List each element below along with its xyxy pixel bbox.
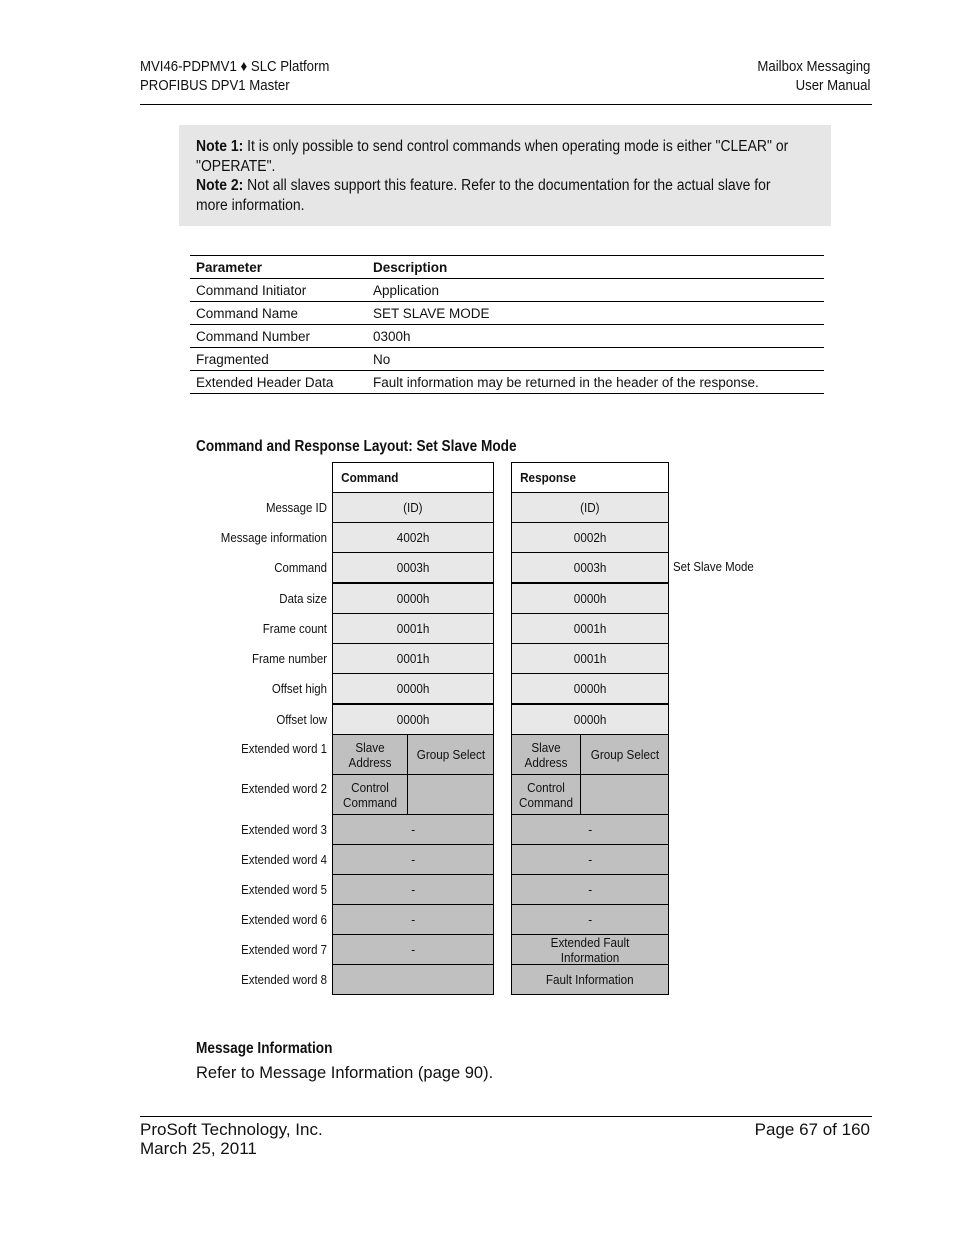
layout-title: Command and Response Layout: Set Slave Mode (196, 438, 517, 455)
response-header (511, 462, 669, 493)
response-value-text: 0003h (573, 560, 607, 575)
response-value (511, 673, 669, 704)
row-label: Offset high (271, 681, 327, 696)
table-header-parameter: Parameter (190, 256, 367, 279)
row-label: Extended word 6 (241, 912, 327, 927)
header-rule (140, 104, 872, 105)
response-value-text: (ID) (580, 500, 600, 515)
response-ext-value-text: - (588, 822, 592, 837)
command-ext-value-text: - (411, 942, 415, 957)
command-value (332, 492, 494, 523)
response-ext-value-text: - (588, 882, 592, 897)
response-ext-value-text: - (588, 912, 592, 927)
response-value (511, 704, 669, 735)
command-ext1-left-text: Slave Address (348, 739, 392, 770)
table-row (190, 348, 824, 371)
table-header-row (190, 256, 824, 279)
command-ext1-right-text: Group Select (416, 747, 485, 762)
command-value-text: 0001h (396, 651, 430, 666)
table-cell: SET SLAVE MODE (367, 302, 824, 325)
message-info-title: Message Information (196, 1040, 333, 1057)
row-label: Offset low (276, 712, 327, 727)
table-cell: Command Initiator (190, 279, 367, 302)
row-label: Command (274, 560, 327, 575)
side-note-set-slave-mode: Set Slave Mode (673, 559, 754, 574)
response-ext-value (511, 844, 669, 875)
note2-label: Note 2: (196, 177, 244, 194)
response-value-text: 0000h (573, 681, 607, 696)
footer-rule (140, 1116, 872, 1117)
command-ext2-left (332, 774, 408, 815)
response-value-text: 0002h (573, 530, 607, 545)
table-cell: Fragmented (190, 348, 367, 371)
response-ext1-right (580, 734, 669, 775)
command-ext2-right (407, 774, 494, 815)
footer-date: March 25, 2011 (140, 1139, 257, 1158)
command-value-text: 0000h (396, 681, 430, 696)
footer-page: Page 67 of 160 (754, 1120, 870, 1139)
response-ext2-left (511, 774, 581, 815)
command-value-text: 0001h (396, 621, 430, 636)
command-value-text: 0000h (396, 591, 430, 606)
table-row (190, 371, 824, 394)
command-value-text: 0000h (396, 712, 430, 727)
table-cell: Command Number (190, 325, 367, 348)
response-ext7 (511, 934, 669, 965)
row-label: Extended word 7 (241, 942, 327, 957)
row-label: Extended word 3 (241, 822, 327, 837)
command-value (332, 522, 494, 553)
footer-left (140, 1120, 323, 1158)
row-label: Extended word 2 (241, 781, 327, 796)
table-cell: No (367, 348, 824, 371)
response-value-text: 0001h (573, 651, 607, 666)
response-ext-value-text: - (588, 852, 592, 867)
response-ext1-left-text: Slave Address (524, 739, 568, 770)
command-value (332, 583, 494, 614)
note1-text: It is only possible to send control commands when operating mode is either "CLEAR" or "OPERATE". (196, 138, 789, 175)
table-row (190, 279, 824, 302)
command-ext-value-text: - (411, 882, 415, 897)
response-ext-value (511, 874, 669, 905)
table-header-description: Description (367, 256, 824, 279)
table-cell: Command Name (190, 302, 367, 325)
footer-company: ProSoft Technology, Inc. (140, 1120, 323, 1139)
response-ext7-text: Extended Fault Information (550, 934, 630, 965)
command-value (332, 673, 494, 704)
command-value-text: 4002h (396, 530, 430, 545)
response-ext8 (511, 964, 669, 995)
command-ext-value-text: - (411, 852, 415, 867)
header-product: MVI46-PDPMV1 ♦ SLC Platform (140, 58, 330, 75)
table-cell: Application (367, 279, 824, 302)
row-label: Extended word 5 (241, 882, 327, 897)
table-cell: Fault information may be returned in the header of the response. (367, 371, 824, 394)
row-label: Message information (220, 530, 327, 545)
command-ext-value (332, 934, 494, 965)
note2-text: Not all slaves support this feature. Refer to the documentation for the actual slave for more information. (196, 177, 771, 214)
command-value (332, 643, 494, 674)
header-right (757, 57, 870, 95)
response-ext-value (511, 814, 669, 845)
response-value (511, 643, 669, 674)
command-value (332, 704, 494, 735)
response-header-text: Response (520, 470, 577, 485)
command-ext-value-text: - (411, 822, 415, 837)
note-box (179, 125, 831, 226)
command-ext1-left (332, 734, 408, 775)
header-manual: User Manual (795, 77, 870, 94)
response-value-text: 0000h (573, 712, 607, 727)
table-cell: Extended Header Data (190, 371, 367, 394)
response-value (511, 552, 669, 583)
response-value (511, 492, 669, 523)
row-label: Frame number (251, 651, 327, 666)
response-value (511, 522, 669, 553)
command-ext-value (332, 904, 494, 935)
header-subtitle: PROFIBUS DPV1 Master (140, 77, 290, 94)
command-ext8 (332, 964, 494, 995)
command-value (332, 613, 494, 644)
response-ext2-right (580, 774, 669, 815)
parameter-table (190, 255, 824, 394)
header-section: Mailbox Messaging (757, 58, 870, 75)
command-value-text: 0003h (396, 560, 430, 575)
table-cell: 0300h (367, 325, 824, 348)
response-value (511, 583, 669, 614)
table-row (190, 325, 824, 348)
command-ext-value (332, 874, 494, 905)
header-left (140, 57, 329, 95)
command-header-text: Command (341, 470, 399, 485)
row-label: Extended word 4 (241, 852, 327, 867)
command-ext-value-text: - (411, 912, 415, 927)
row-label: Message ID (265, 500, 327, 515)
row-label: Extended word 8 (241, 972, 327, 987)
command-value-text: (ID) (403, 500, 423, 515)
note-text (196, 137, 790, 215)
command-ext1-right (407, 734, 494, 775)
row-label: Extended word 1 (241, 741, 327, 756)
table-row (190, 302, 824, 325)
response-ext8-text: Fault Information (546, 972, 634, 987)
response-ext1-right-text: Group Select (590, 747, 659, 762)
note1-label: Note 1: (196, 138, 244, 155)
response-value-text: 0001h (573, 621, 607, 636)
response-ext1-left (511, 734, 581, 775)
message-info-text: Refer to Message Information (page 90). (196, 1064, 494, 1082)
command-ext-value (332, 814, 494, 845)
command-header (332, 462, 494, 493)
row-label: Data size (279, 591, 327, 606)
response-ext2-left-text: Control Command (519, 779, 573, 810)
command-value (332, 552, 494, 583)
command-ext2-left-text: Control Command (343, 779, 397, 810)
response-ext-value (511, 904, 669, 935)
response-value (511, 613, 669, 644)
row-label: Frame count (262, 621, 327, 636)
response-value-text: 0000h (573, 591, 607, 606)
command-ext-value (332, 844, 494, 875)
